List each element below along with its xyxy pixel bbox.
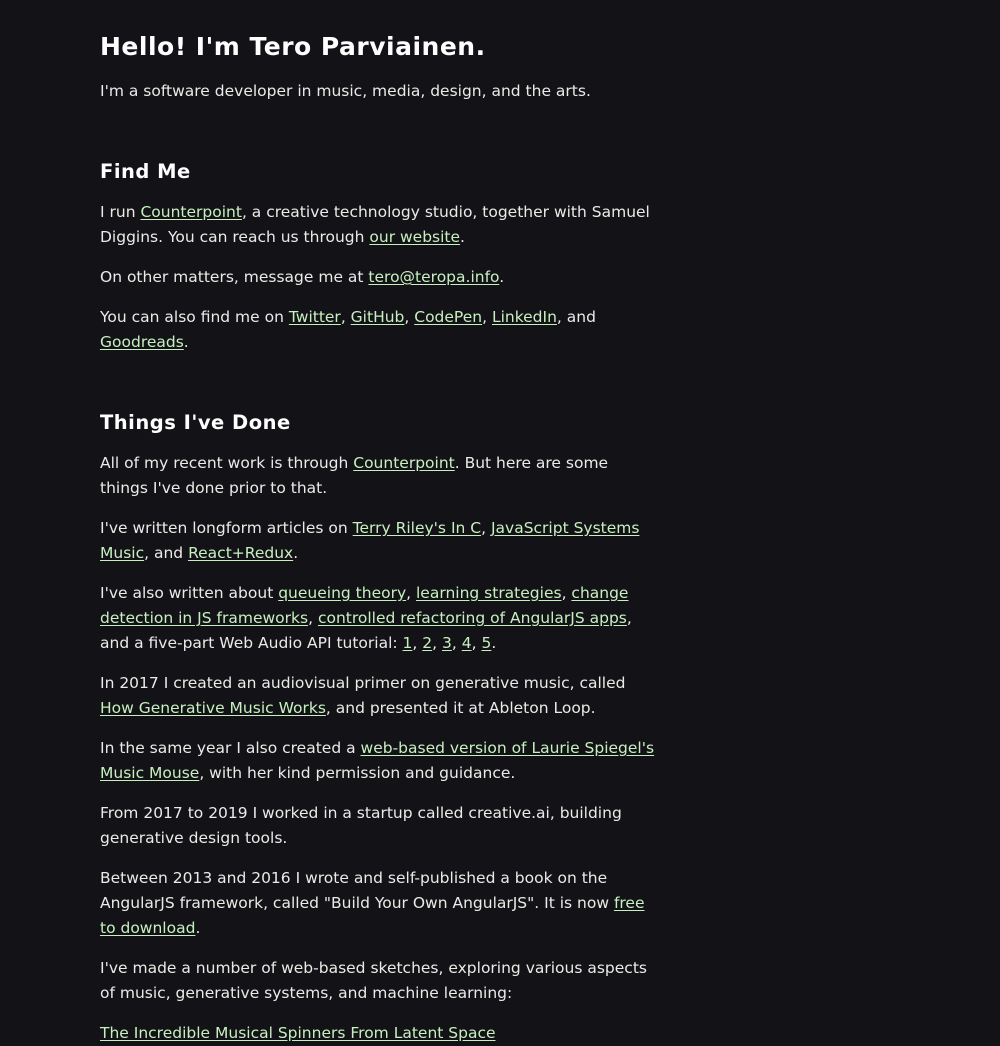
email-paragraph: On other matters, message me at tero@teropa.info. [100, 268, 505, 286]
learning-strategies-link[interactable]: learning strategies [416, 584, 562, 602]
codepen-link[interactable]: CodePen [414, 308, 483, 326]
creative-ai-paragraph: From 2017 to 2019 I worked in a startup called creative.ai, building generative design tools. [100, 804, 622, 847]
queueing-theory-link[interactable]: queueing theory [278, 584, 407, 602]
linkedin-link[interactable]: LinkedIn [491, 308, 557, 326]
music-mouse-paragraph: In the same year I also created a web-based version of Laurie Spiegel's Music Mouse, with her kind permission and guidance. [100, 739, 655, 782]
musical-spinners-link[interactable]: The Incredible Musical Spinners From Latent Space [100, 1024, 496, 1042]
writing-paragraph: I've also written about queueing theory, learning strategies, change detection in JS frameworks, controlled refactoring of AngularJS apps, and a five-part Web Audio API tutorial: 1, 2, 3, 4, 5. [100, 584, 632, 652]
sketches-paragraph: I've made a number of web-based sketches, exploring various aspects of music, generative systems, and machine learning: [100, 959, 647, 1002]
email-link[interactable]: tero@teropa.info [368, 268, 500, 286]
github-link[interactable]: GitHub [350, 308, 405, 326]
intro-text: I'm a software developer in music, media, design, and the arts. [100, 82, 591, 100]
in-c-article-link[interactable]: Terry Riley's In C [352, 519, 482, 537]
web-audio-part-5-link[interactable]: 5 [481, 634, 492, 652]
web-audio-part-3-link[interactable]: 3 [442, 634, 452, 652]
change-detection-link[interactable]: change detection in JS frameworks [100, 584, 629, 627]
twitter-link[interactable]: Twitter [288, 308, 341, 326]
page-title: Hello! I'm Tero Parviainen. [100, 32, 486, 61]
our-website-link[interactable]: our website [369, 228, 461, 246]
goodreads-link[interactable]: Goodreads [100, 333, 184, 351]
react-redux-link[interactable]: React+Redux [188, 544, 294, 562]
refactoring-angularjs-link[interactable]: controlled refactoring of AngularJS apps [317, 609, 627, 627]
generative-music-paragraph: In 2017 I created an audiovisual primer on generative music, called How Generative Music Works, and presented it at Ableton Loop. [100, 674, 626, 717]
free-download-link[interactable]: free to download [100, 894, 645, 937]
things-done-section [100, 410, 660, 1046]
counterpoint-paragraph: I run Counterpoint, a creative technology studio, together with Samuel Diggins. You can reach us through our website. [100, 203, 650, 246]
counterpoint-link-2[interactable]: Counterpoint [353, 454, 455, 472]
find-me-heading: Find Me [100, 160, 191, 183]
web-audio-part-2-link[interactable]: 2 [422, 634, 433, 652]
page-content [100, 0, 660, 1046]
web-audio-part-1-link[interactable]: 1 [402, 634, 413, 652]
sketches-list [100, 1021, 660, 1046]
find-me-section [100, 159, 660, 355]
how-generative-music-works-link[interactable]: How Generative Music Works [100, 699, 326, 717]
social-paragraph: You can also find me on Twitter, GitHub, CodePen, LinkedIn, and Goodreads. [100, 308, 596, 351]
web-audio-part-4-link[interactable]: 4 [461, 634, 472, 652]
articles-paragraph: I've written longform articles on Terry Riley's In C, JavaScript Systems Music, and React+Redux. [100, 519, 640, 562]
js-systems-music-link[interactable]: JavaScript Systems Music [100, 519, 640, 562]
music-mouse-link[interactable]: web-based version of Laurie Spiegel's Music Mouse [100, 739, 655, 782]
angularjs-book-paragraph: Between 2013 and 2016 I wrote and self-published a book on the AngularJS framework, called "Build Your Own AngularJS". It is now free to download. [100, 869, 645, 937]
things-done-heading: Things I've Done [100, 411, 291, 434]
counterpoint-link[interactable]: Counterpoint [140, 203, 242, 221]
recent-work-paragraph: All of my recent work is through Counterpoint. But here are some things I've done prior to that. [100, 454, 609, 497]
